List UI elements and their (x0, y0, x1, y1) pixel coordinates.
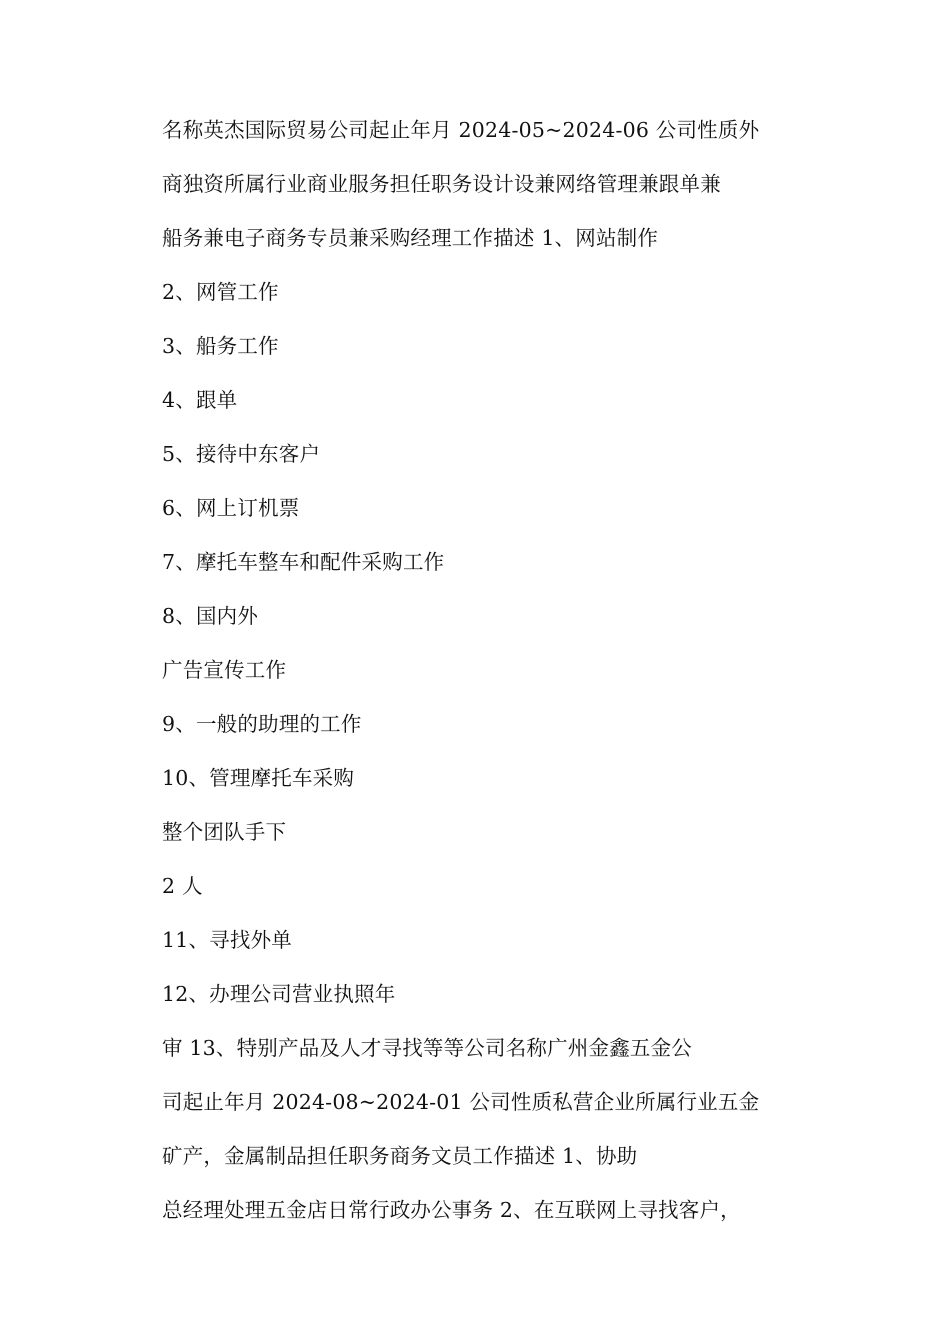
list-item: 9、一般的助理的工作 (162, 712, 362, 736)
text-line: 整个团队手下 (162, 820, 287, 844)
text-line: 矿产，金属制品担任职务商务文员工作描述 1、协助 (162, 1144, 638, 1168)
text-line: 2 人 (162, 874, 203, 898)
list-item: 8、国内外 (162, 604, 259, 628)
list-item: 6、网上订机票 (162, 496, 300, 520)
text-line: 商独资所属行业商业服务担任职务设计设兼网络管理兼跟单兼 (162, 172, 721, 196)
text-line: 广告宣传工作 (162, 658, 287, 682)
list-item: 12、办理公司营业执照年 (162, 982, 396, 1006)
text-line: 名称英杰国际贸易公司起止年月 2024-05~2024-06 公司性质外 (162, 118, 760, 142)
text-line: 审 13、特别产品及人才寻找等等公司名称广州金鑫五金公 (162, 1036, 693, 1060)
document-body (162, 110, 802, 1244)
list-item: 4、跟单 (162, 388, 238, 412)
list-item: 3、船务工作 (162, 334, 279, 358)
list-item: 5、接待中东客户 (162, 442, 321, 466)
text-line: 总经理处理五金店日常行政办公事务 2、在互联网上寻找客户， (162, 1198, 741, 1222)
text-line: 司起止年月 2024-08~2024-01 公司性质私营企业所属行业五金 (162, 1090, 760, 1114)
text-line: 船务兼电子商务专员兼采购经理工作描述 1、网站制作 (162, 226, 659, 250)
list-item: 10、管理摩托车采购 (162, 766, 355, 790)
list-item: 2、网管工作 (162, 280, 279, 304)
list-item: 7、摩托车整车和配件采购工作 (162, 550, 445, 574)
list-item: 11、寻找外单 (162, 928, 292, 952)
